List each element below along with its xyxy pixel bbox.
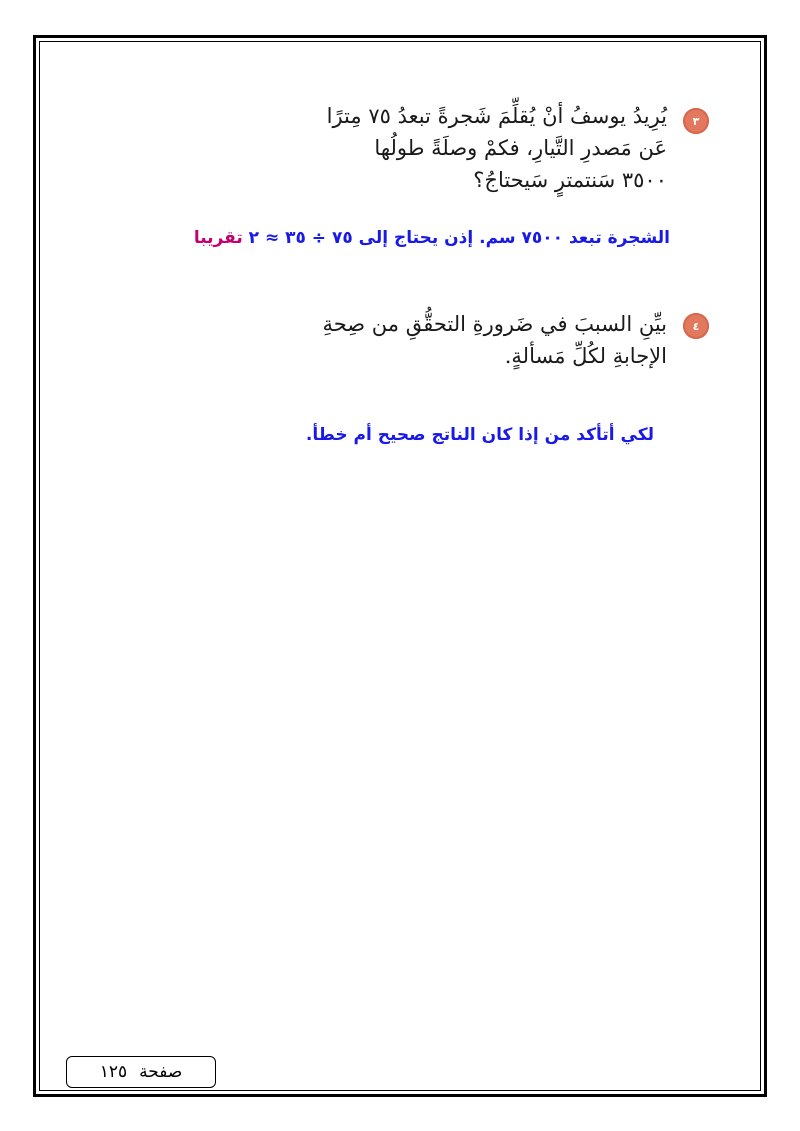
question-3-answer (194, 228, 670, 248)
question-3-number-badge: ٣ (683, 108, 709, 134)
question-4-number-badge: ٤ (683, 313, 709, 339)
question-3-answer-main: الشجرة تبعد ٧٥٠٠ سم. إذن يحتاج إلى ٧٥ ÷ ٣٥ ≈ ٢ (248, 228, 670, 248)
question-4-line-2: الإجابةِ لكُلِّ مَسألةٍ. (504, 344, 667, 368)
question-3-line-2: عَن مَصدرِ التَّيارِ، فكمْ وصلَةً طولُها (374, 136, 667, 160)
question-4-answer: لكي أتأكد من إذا كان الناتج صحيح أم خطأ. (305, 425, 654, 445)
page-number: ١٢٥ (99, 1062, 128, 1082)
question-3-text (327, 100, 667, 196)
page-border-inner (39, 41, 761, 1091)
page-word: صفحة (139, 1062, 183, 1082)
page-number-tag (66, 1056, 216, 1088)
question-3-answer-highlight: تقريبا (193, 228, 243, 248)
question-4-line-1: بيِّنِ السببَ في ضَرورةِ التحقُّقِ من صِحةِ (322, 312, 667, 336)
question-3-line-3: ٣٥٠٠ سَنتمترٍ سَيحتاجُ؟ (473, 168, 667, 192)
question-4-text (322, 308, 667, 372)
question-3-line-1: يُرِيدُ يوسفُ أنْ يُقلِّمَ شَجرةً تبعدُ ٧٥ مِترًا (326, 104, 667, 128)
